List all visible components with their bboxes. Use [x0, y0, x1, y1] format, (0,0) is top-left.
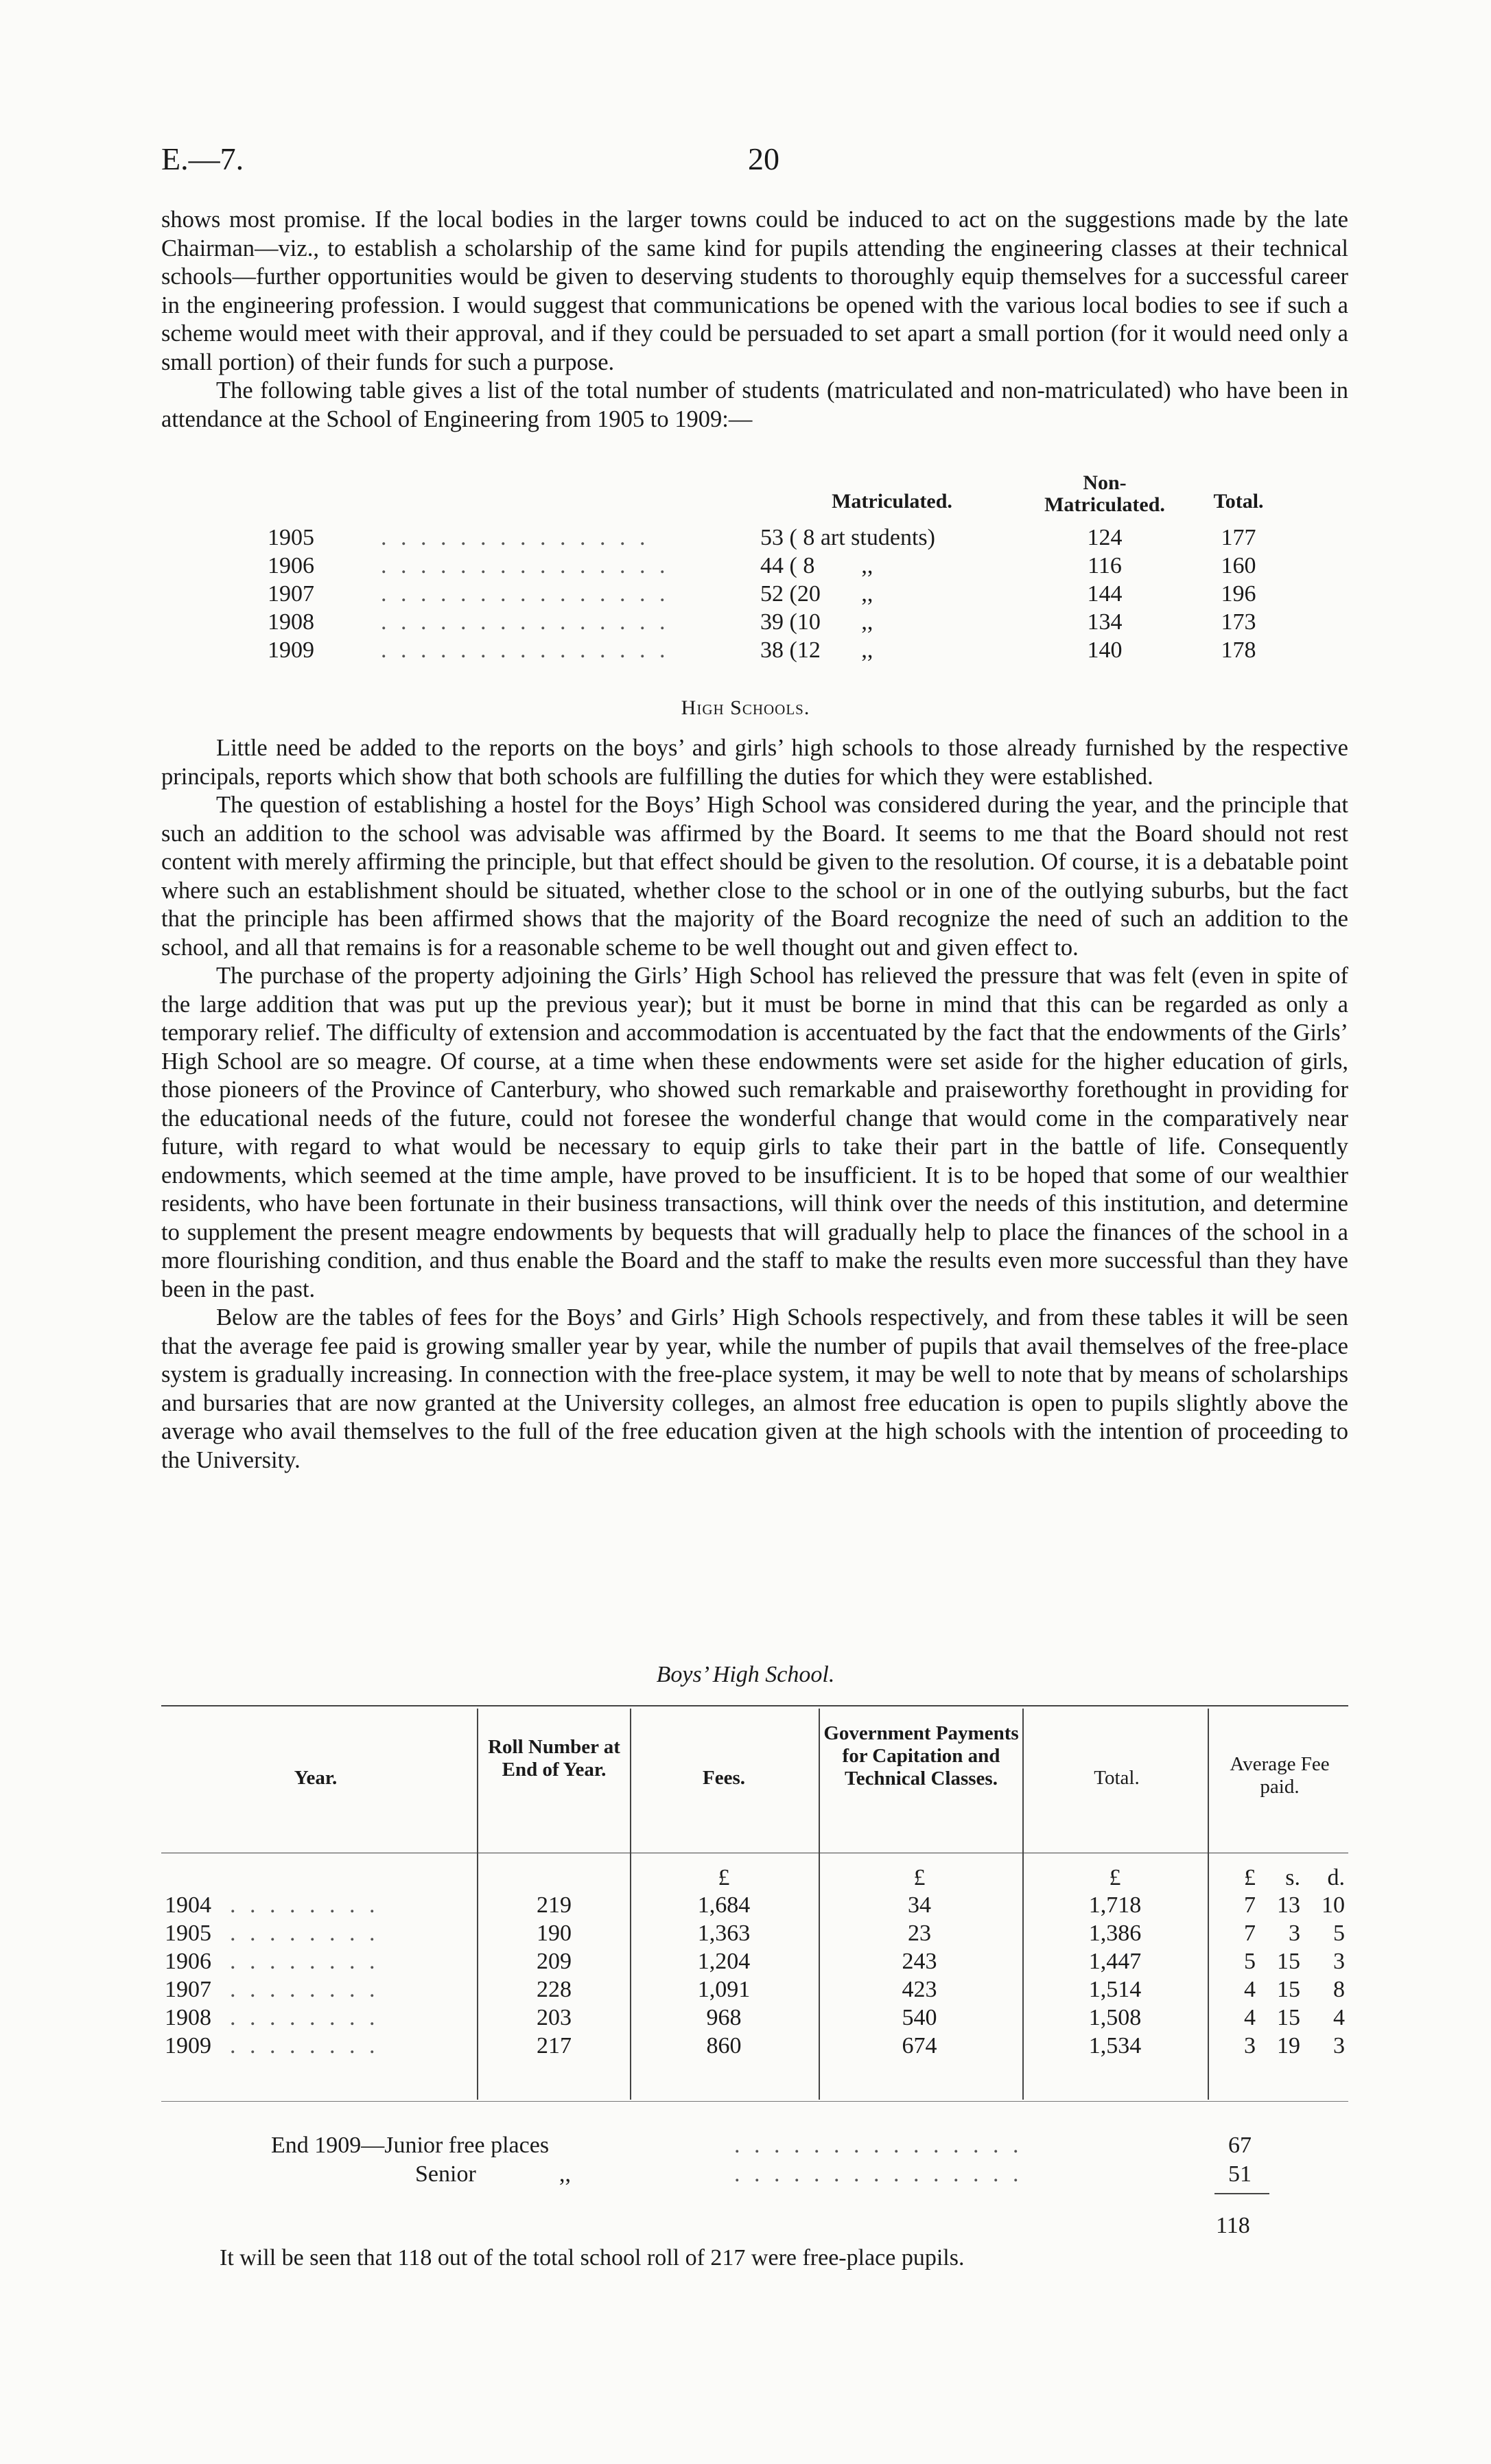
students-header-matriculated: Matriculated.	[832, 490, 952, 513]
students-matriculated: 39 (10 ,,	[760, 609, 873, 635]
row-average-shillings: 19	[1277, 2033, 1300, 2058]
row-government: 540	[902, 2005, 937, 2030]
row-average-pounds: 4	[1244, 2005, 1256, 2030]
row-fees: 860	[706, 2033, 742, 2058]
header-fees: Fees.	[703, 1767, 745, 1789]
students-year: 1905	[268, 525, 314, 550]
body-text-top	[161, 206, 1348, 434]
unit-pounds: £	[718, 1865, 730, 1890]
paragraph-high-schools-2: The question of establishing a hostel for the Boys’ High School was considered during the year, and the principle that such an addition to the school was advisable was affirmed by the Board. It seems to me that the Board should not rest content with merely affirming the principle, but that effect should be given to the resolution. Of course, it is a debatable point where such an establishment should be situated, whether close to the school or in one of the outlying suburbs, but the fact that the principle has been affirmed shows that the majority of the Board recognize the need of such an addition to the school, and all that remains is for a reasonable scheme to be well thought out and given effect to.	[161, 792, 1348, 961]
table-top-rule	[161, 1705, 1348, 1706]
students-total: 177	[1221, 525, 1256, 550]
row-average-pence: 4	[1333, 2005, 1345, 2030]
row-roll: 228	[537, 1977, 572, 2002]
row-average-shillings: 15	[1277, 1949, 1300, 1974]
row-total: 1,508	[1088, 2005, 1142, 2030]
students-matriculated: 44 ( 8 ,,	[760, 553, 873, 578]
paragraph-high-schools-4: Below are the tables of fees for the Boys’ and Girls’ High Schools respectively, and from these tables it will be seen that the average fee paid is growing smaller year by year, while the number of pupils that avail themselves of the free-place system is gradually increasing. In connection with the free-place system, it may be well to note that by means of scholarships and bursaries that are now granted at the University colleges, an almost free education is open to pupils slightly above the average who avail themselves to the full of the free education given at the high schools with the intention of proceeding to the University.	[161, 1304, 1348, 1473]
students-header-non-matriculated: Non-Matriculated.	[1044, 471, 1165, 516]
row-fees: 968	[706, 2005, 742, 2030]
row-average-pounds: 5	[1244, 1949, 1256, 1974]
row-fees: 1,363	[697, 1921, 751, 1946]
row-roll: 190	[537, 1921, 572, 1946]
row-average-pence: 8	[1333, 1977, 1345, 2002]
row-year: 1904	[165, 1892, 211, 1918]
header-total: Total.	[1094, 1767, 1140, 1789]
paragraph-intro: shows most promise. If the local bodies in the larger towns could be induced to act on the suggestions made by the late Chairman—viz., to establish a scholarship of the same kind for pupils attending the engineering classes at their technical schools—further opportunities would be given to deserving students to thoroughly equip themselves for a successful career in the engineering profession. I would suggest that communications be opened with the various local bodies to see if such a scheme would meet with their approval, and if they could be persuaded to set apart a small portion (for it would need only a small portion) of their funds for such a purpose.	[161, 207, 1348, 375]
students-matriculated: 53 ( 8 art students)	[760, 525, 935, 550]
row-government: 23	[908, 1921, 931, 1946]
section-heading-high-schools: High Schools.	[681, 696, 810, 719]
header-year: Year.	[294, 1767, 338, 1789]
row-fees: 1,684	[697, 1892, 751, 1918]
row-government: 674	[902, 2033, 937, 2058]
students-total: 173	[1221, 609, 1256, 635]
row-year: 1908	[165, 2005, 211, 2030]
paragraph-table-intro: The following table gives a list of the total number of students (matriculated and non-matriculated) who have been in attendance at the School of Engineering from 1905 to 1909:—	[161, 377, 1348, 432]
free-places-total: 118	[1216, 2213, 1250, 2238]
students-year: 1908	[268, 609, 314, 635]
students-year: 1907	[268, 581, 314, 607]
students-total: 178	[1221, 637, 1256, 663]
students-total: 160	[1221, 553, 1256, 578]
leader-dots: . . . . . . . . . . . . . .	[381, 525, 650, 550]
unit-pence: d.	[1327, 1865, 1345, 1890]
boys-table-caption: Boys’ High School.	[656, 1662, 835, 1687]
students-matriculated: 38 (12 ,,	[760, 637, 873, 663]
students-total: 196	[1221, 581, 1256, 607]
leader-dots: . . . . . . . .	[230, 2033, 379, 2058]
leader-dots: . . . . . . . .	[230, 2005, 379, 2030]
header-average-fee: Average Fee paid.	[1230, 1753, 1330, 1798]
row-average-pounds: 3	[1244, 2033, 1256, 2058]
header-government-payments: Government Payments for Capitation and Technical Classes.	[823, 1722, 1019, 1790]
row-average-pounds: 7	[1244, 1921, 1256, 1946]
document-code: E.—7.	[161, 141, 244, 176]
row-year: 1907	[165, 1977, 211, 2002]
students-header-total: Total.	[1213, 490, 1264, 513]
row-average-shillings: 15	[1277, 2005, 1300, 2030]
row-roll: 219	[537, 1892, 572, 1918]
row-year: 1906	[165, 1949, 211, 1974]
leader-dots: . . . . . . . . . . . . . . .	[381, 609, 670, 635]
row-government: 423	[902, 1977, 937, 2002]
leader-dots: . . . . . . . . . . . . . . .	[381, 637, 670, 663]
row-average-pounds: 7	[1244, 1892, 1256, 1918]
row-year: 1909	[165, 2033, 211, 2058]
junior-free-places-value: 67	[1228, 2133, 1252, 2158]
students-matriculated: 52 (20 ,,	[760, 581, 873, 607]
unit-pounds: £	[1244, 1865, 1256, 1890]
students-year: 1906	[268, 553, 314, 578]
column-divider	[477, 1709, 478, 2100]
row-average-pence: 3	[1333, 1949, 1345, 1974]
students-non-matriculated: 124	[1087, 525, 1123, 550]
row-average-pence: 3	[1333, 2033, 1345, 2058]
students-non-matriculated: 134	[1087, 609, 1123, 635]
leader-dots: . . . . . . . . . . . . . . .	[381, 581, 670, 607]
leader-dots: . . . . . . . . . . . . . . .	[734, 2161, 1023, 2187]
paragraph-high-schools-3: The purchase of the property adjoining the Girls’ High School has relieved the pressure that was felt (even in spite of the large addition that was put up the previous year); but it must be borne in mind that this can be regarded as only a temporary relief. The difficulty of extension and accommodation is accentuated by the fact that the endowments of the Girls’ High School are so meagre. Of course, at a time when these endowments were set aside for the higher education of girls, those pioneers of the Province of Canterbury, who showed such remarkable and praiseworthy forethought in providing for the educational needs of the future, could not foresee the wonderful change that would come in the comparatively near future, with regard to what would be necessary to equip girls to take their part in the battle of life. Consequently endowments, which seemed at the time ample, have proved to be insufficient. It is to be hoped that some of our wealthier residents, who have been fortunate in their business transactions, will think over the needs of this institution, and determine to supplement the present meagre endowments by bequests that will gradually help to place the finances of the school in a more flourishing condition, and thus enable the Board and the staff to make the results even more successful than they have been in the past.	[161, 963, 1348, 1302]
students-non-matriculated: 140	[1087, 637, 1123, 663]
row-total: 1,718	[1088, 1892, 1142, 1918]
body-text-high-schools	[161, 734, 1348, 1475]
row-average-shillings: 15	[1277, 1977, 1300, 2002]
leader-dots: . . . . . . . .	[230, 1977, 379, 2002]
leader-dots: . . . . . . . .	[230, 1892, 379, 1918]
leader-dots: . . . . . . . .	[230, 1949, 379, 1974]
row-fees: 1,204	[697, 1949, 751, 1974]
row-total: 1,534	[1088, 2033, 1142, 2058]
row-roll: 209	[537, 1949, 572, 1974]
senior-free-places-label: Senior	[415, 2161, 476, 2187]
row-fees: 1,091	[697, 1977, 751, 2002]
row-average-pence: 5	[1333, 1921, 1345, 1946]
senior-free-places-value: 51	[1228, 2161, 1252, 2187]
row-total: 1,386	[1088, 1921, 1142, 1946]
row-average-pounds: 4	[1244, 1977, 1256, 2002]
ditto-mark: ,,	[559, 2161, 571, 2187]
row-government: 34	[908, 1892, 931, 1918]
paragraph-high-schools-1: Little need be added to the reports on the boys’ and girls’ high schools to those already furnished by the respective principals, reports which show that both schools are fulfilling the duties for which they were established.	[161, 735, 1348, 790]
junior-free-places-label: End 1909—Junior free places	[271, 2133, 550, 2158]
sum-rule	[1214, 2193, 1269, 2194]
row-roll: 217	[537, 2033, 572, 2058]
row-government: 243	[902, 1949, 937, 1974]
students-year: 1909	[268, 637, 314, 663]
unit-shillings: s.	[1285, 1865, 1300, 1890]
row-average-shillings: 3	[1289, 1921, 1300, 1946]
row-average-shillings: 13	[1277, 1892, 1300, 1918]
row-roll: 203	[537, 2005, 572, 2030]
unit-pounds: £	[1109, 1865, 1121, 1890]
column-divider	[630, 1709, 631, 2100]
closing-sentence: It will be seen that 118 out of the total school roll of 217 were free-place pupils.	[220, 2245, 965, 2271]
row-total: 1,514	[1088, 1977, 1142, 2002]
page-number: 20	[748, 141, 779, 176]
students-non-matriculated: 116	[1088, 553, 1122, 578]
row-year: 1905	[165, 1921, 211, 1946]
column-divider	[1208, 1709, 1209, 2100]
table-bottom-rule	[161, 2101, 1348, 2102]
students-non-matriculated: 144	[1087, 581, 1123, 607]
leader-dots: . . . . . . . . . . . . . . .	[734, 2133, 1023, 2158]
page-header	[161, 141, 1348, 182]
column-divider	[1022, 1709, 1024, 2100]
row-average-pence: 10	[1322, 1892, 1345, 1918]
header-roll-number: Roll Number at End of Year.	[488, 1736, 620, 1781]
row-total: 1,447	[1088, 1949, 1142, 1974]
leader-dots: . . . . . . . .	[230, 1921, 379, 1946]
unit-pounds: £	[913, 1865, 926, 1890]
leader-dots: . . . . . . . . . . . . . . .	[381, 553, 670, 578]
